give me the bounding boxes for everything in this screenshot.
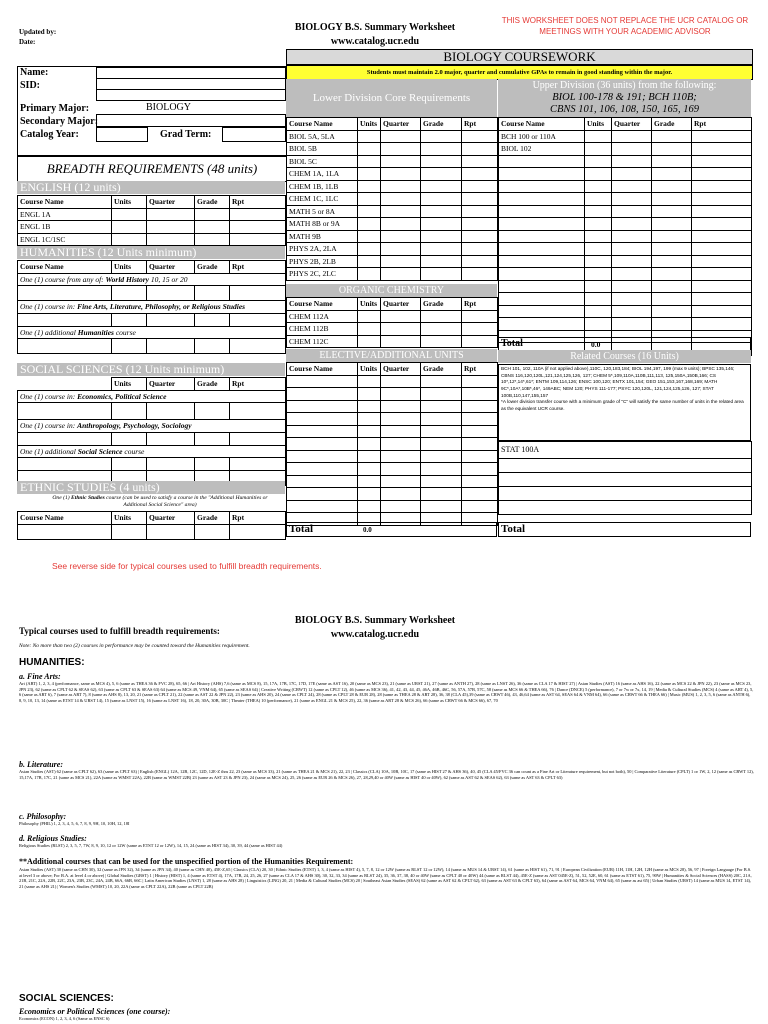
advisor-warning: THIS WORKSHEET DOES NOT REPLACE THE UCR CATALOG OR MEETINGS WITH YOUR ACADEMIC ADVISOR: [501, 16, 749, 36]
course-cell: MATH 5 or 8A: [287, 205, 358, 218]
ld-total-value: 0.0: [363, 526, 372, 534]
col-quarter: Quarter: [147, 378, 195, 391]
humanities-word: Humanities: [77, 327, 114, 337]
organic-header-row: [287, 298, 498, 311]
col-course-name: Course Name: [18, 261, 112, 274]
related-footnote: *A lower division transfer course with a minimum grade of "C" will satisfy the same number of units in the related area as the equivalent UCR course.: [501, 399, 744, 412]
catalog-url[interactable]: www.catalog.ucr.edu: [330, 36, 420, 47]
table-row[interactable]: [499, 280, 752, 293]
page2-url[interactable]: www.catalog.ucr.edu: [330, 629, 420, 640]
table-row[interactable]: [499, 205, 752, 218]
col-quarter: Quarter: [147, 196, 195, 209]
course-cell: ENGL 1C/1SC: [18, 233, 112, 246]
econ-text: Economics (ECON) 1, 2, 3, 4, 6 (Same as ENSC 6): [19, 1016, 110, 1021]
course-cell: CHEM 1A, 1LA: [287, 168, 358, 181]
table-row[interactable]: [499, 218, 752, 231]
col-rpt: Rpt: [230, 378, 286, 391]
col-course-name: Course Name: [287, 118, 358, 131]
related-courses-text: [498, 364, 751, 441]
course-cell: BIOL 5A, 5LA: [287, 130, 358, 143]
col-grade: Grade: [195, 261, 230, 274]
ethnic-note: [40, 495, 280, 509]
lower-division-table: [286, 117, 498, 281]
course-word: course: [124, 446, 145, 456]
anth-list: Anthropology, Psychology, Sociology: [77, 421, 192, 430]
col-quarter: Quarter: [381, 363, 421, 376]
course-cell: BIOL 5B: [287, 143, 358, 156]
ethnic-table: [17, 511, 286, 540]
ud-line-2: BIOL 100-178 & 191; BCH 110B;: [552, 92, 697, 103]
ld-total-label: Total: [289, 523, 314, 535]
col-grade: Grade: [421, 118, 462, 131]
humanities-band: HUMANITIES (12 Units minimum): [17, 246, 285, 259]
sid-field[interactable]: [96, 89, 286, 101]
col-units: Units: [358, 298, 381, 311]
table-row[interactable]: [499, 155, 752, 168]
table-row[interactable]: [287, 463, 498, 476]
worksheet-title: BIOLOGY B.S. Summary Worksheet: [294, 22, 456, 33]
fine-arts-list: Fine Arts, Literature, Philosophy, or Religious Studies: [77, 302, 246, 311]
course-cell: CHEM 112C: [287, 335, 358, 348]
col-rpt: Rpt: [462, 363, 498, 376]
additional-heading: **Additional courses that can be used for the unspecified portion of the Humanities Requirement:: [19, 857, 354, 866]
elective-table: [286, 362, 498, 526]
table-row[interactable]: [18, 339, 286, 354]
col-rpt: Rpt: [692, 118, 752, 131]
col-units: Units: [585, 118, 612, 131]
ethnic-note-a: One (1): [52, 495, 70, 501]
organic-chemistry-band: ORGANIC CHEMISTRY: [286, 284, 497, 297]
ud-line-3: CBNS 101, 106, 108, 150, 165, 169: [549, 104, 700, 115]
col-grade: Grade: [421, 363, 462, 376]
one-from-any: One (1) course from any of:: [20, 274, 104, 284]
table-row[interactable]: [287, 193, 498, 206]
ld-header-row: [287, 118, 498, 131]
english-table: [17, 195, 286, 246]
grad-term-label: Grad Term:: [160, 129, 212, 140]
upper-division-table: [498, 117, 752, 356]
ethnic-note-b: course (can be used to satisfy a course in the "Additional Humanities or Additional Social Science" area): [106, 495, 268, 508]
humanities-heading: HUMANITIES:: [19, 657, 85, 668]
page2-note: Note: No more than two (2) courses in performance may be counted toward the Humanities requirement.: [19, 643, 250, 649]
table-row[interactable]: [499, 180, 752, 193]
secondary-major-label: Secondary Major:: [20, 116, 99, 127]
additional-humanities-row: [18, 326, 286, 339]
col-grade: Grade: [652, 118, 692, 131]
table-row[interactable]: [499, 268, 752, 281]
elective-header-row: [287, 363, 498, 376]
course-word: course: [115, 327, 136, 337]
table-row[interactable]: [287, 335, 498, 348]
one-additional: One (1) additional: [20, 327, 76, 337]
table-row[interactable]: [287, 400, 498, 413]
col-course-name: Course Name: [18, 512, 112, 525]
table-row[interactable]: [287, 475, 498, 488]
additional-text: Asian Studies (AST) 30 (same as CHN 30), 32 (same as JPN 32), 34 (same as JPN 34), 40 (same as CHN 40), 45E-Z,65 | Classics (CLA) 20, 30 | Ethnic Studies (ETST) 1, 3, 4 (same as HIST 4), 5, 7, 8, 12 or 12W (same as RLST 12 or 12W), 14 (same as MUS 14 & URST 14), 61 (same as HIST 61), 71, 91 | European Civilization (EUR) 11H, 11H, 12H, 12H (same as MCS 28), 56, 97 | Foreign Language (For B.S. at level 3 or above; For B.A. at level 4 or above) | Global Studies (GBST) 1 | History (HIST) 1, 4 (same as ETST 4), 17A, 17B, 24, 25, 26, 27 (same as CLA 17 & AHS 30), 30, 32, 33, 34 (same as RLST 24), 35, 36, 37, 38, 40 or 40W (same as CPLT 40 or 40W) 44 (same as RLST 44), 45E-Z (same as AST 045E-Z), 51, 52, 52E, 60, 61 (same as ETST 61), 75, 90W | Humanities & Social Sciences (HASS) 20C, 21A, 21B, 21C, 22A, 22B, 22C, 23A, 23B, 23C, 24A, 24B, 66A, 66B, 66C | Latin American Studies (LNST) 1, 28 (same as AHS 28) | Linguistics (LING) 20, 21 | Media & Cultural Studies (MCS) 20 | Southeast Asian Studies (SEAS) 62 (same as AST 62 & CPLT 62), 63 (same as AST 63 & CPLT 63), 64 (same as AST 64, MCS 64, VNM 64), 65 (same as ast 65) | Urban Studies (URST) 14 (same as MUS 14, ETST 14), 21 (same as AHS 21) | Women's Studies (WMST) 10, 20, 22A (same as CPLT 22A), 22B (same as CPLT 22B): [19, 867, 752, 889]
related-total-label: Total: [501, 523, 526, 535]
table-row[interactable]: [287, 388, 498, 401]
course-cell: ENGL 1B: [18, 221, 112, 234]
additional-ss-row: [18, 445, 286, 458]
page2-title: BIOLOGY B.S. Summary Worksheet: [294, 615, 456, 626]
social-header-row: [18, 378, 286, 391]
table-row[interactable]: [287, 255, 498, 268]
humanities-table: [17, 260, 286, 354]
ld-total-row: [286, 522, 497, 537]
col-grade: Grade: [195, 512, 230, 525]
anth-note-row: [18, 420, 286, 433]
one-in: One (1) course in:: [20, 421, 76, 430]
col-units: Units: [358, 118, 381, 131]
col-quarter: Quarter: [612, 118, 652, 131]
table-row[interactable]: [287, 155, 498, 168]
table-row[interactable]: [499, 255, 752, 268]
col-rpt: Rpt: [462, 118, 498, 131]
related-table: [498, 441, 752, 515]
table-row[interactable]: [499, 143, 752, 156]
related-total-row: [498, 522, 751, 537]
table-row[interactable]: [18, 313, 286, 326]
primary-major-value: BIOLOGY: [146, 102, 191, 113]
table-row[interactable]: [499, 318, 752, 331]
table-row[interactable]: [287, 488, 498, 501]
econ-list: Economics, Political Science: [77, 391, 167, 401]
ethnic-word: Ethnic Studies: [71, 495, 105, 501]
col-quarter: Quarter: [147, 261, 195, 274]
organic-table: [286, 297, 498, 348]
table-row[interactable]: [18, 524, 286, 539]
course-cell: PHYS 2A, 2LA: [287, 243, 358, 256]
course-cell: MATH 8B or 9A: [287, 218, 358, 231]
col-rpt: Rpt: [462, 298, 498, 311]
table-row[interactable]: [18, 208, 286, 221]
col-units: Units: [358, 363, 381, 376]
table-row[interactable]: [287, 425, 498, 438]
social-sciences-heading: SOCIAL SCIENCES:: [19, 993, 114, 1004]
ethnic-studies-band: ETHNIC STUDIES (4 units): [17, 481, 285, 494]
col-grade: Grade: [421, 298, 462, 311]
fine-arts-heading: a. Fine Arts:: [19, 672, 61, 681]
fine-arts-note-row: [18, 301, 286, 314]
table-row[interactable]: [287, 268, 498, 281]
table-row[interactable]: [499, 168, 752, 181]
table-row[interactable]: [499, 193, 752, 206]
lower-division-band: Lower Division Core Requirements: [286, 79, 497, 117]
catalog-year-label: Catalog Year:: [20, 129, 79, 140]
upper-division-band: [498, 79, 751, 117]
col-course-name: Course Name: [287, 363, 358, 376]
course-cell: CHEM 1B, 1LB: [287, 180, 358, 193]
col-course-name: Course Name: [18, 196, 112, 209]
one-additional: One (1) additional: [20, 446, 76, 456]
table-row[interactable]: [287, 218, 498, 231]
ud-header-row: [499, 118, 752, 131]
col-quarter: Quarter: [381, 118, 421, 131]
ud-total-label: Total: [501, 338, 523, 349]
english-band: ENGLISH (12 units): [17, 181, 285, 194]
course-cell: CHEM 1C, 1LC: [287, 193, 358, 206]
table-row[interactable]: [287, 438, 498, 451]
ss-word: Social Science: [77, 446, 123, 456]
table-row[interactable]: [287, 323, 498, 336]
ud-total-value: 0.0: [591, 340, 601, 349]
sid-label: SID:: [20, 80, 41, 91]
course-cell: CHEM 112A: [287, 310, 358, 323]
table-row[interactable]: [499, 501, 752, 515]
col-course-name: Course Name: [287, 298, 358, 311]
table-row[interactable]: [287, 500, 498, 513]
world-history-note-row: [18, 273, 286, 286]
related-list: BCH 101, 102, 110A (if not applied above),110C, 120,183,184; BIOL 194,197, 199 (max 9 units); BPSC 135,146; CBNS 116,120,120L,121,124,125,126, 127; CHEM 5*,109,110A,110B,111,113, 125,150A,150B,166; CS 10*,12*,14*,61*; ENTM 109,114,126; ENSC 100,120; ENTX 101,154; GEO 151,153,167,168,169; MATH 9C*,10A*,10B*,46*, 149ABC; NEM 120; PHYS 111-177; PSYC 120,120L, 121,124,125,126, 127; STAT 100B,110,147,155,157: [501, 366, 735, 398]
name-label: Name:: [20, 67, 49, 78]
table-row[interactable]: [287, 375, 498, 388]
world-history: World History: [105, 274, 149, 284]
social-sciences-table: [17, 377, 286, 486]
fine-arts-text: Art (ART) 1, 2, 3, 4 (performance, same as MCS 4), 5, 6 (same as THEA 36 & FVC 28), 65, 66 | Art History (AHS) 7,6 (same as MCS 8), 15, 17A, 17B, 17C, 17D, 17E (same as AST 16), 20 (same as MCS 23), 21 (same as URST 21), 27 (same as ANTH 27), 28 (same as LNST 26), 36 (same as CLA 17 & HIST 27) | Asian Studies (AST) 16 (same as AHS 16), 22 (same as MCS 22 & JPN 22), 23 (same as MCS 23, JPN 23), 62 (same as CPLT 62 & SEAS 62), 63 (same as CPLT 63 & SEAS 63) 64 (same as MCS 49, VNM 64), 65 (same as SEAS 64) | Creative Writing (CRWT) 12 (same as CPLT 12), 46 (same as MCS 36), 41, 42, 43, 44, 45, 46A, 46B, 46C, 56, 57A, 57B, 57C, 58 (same as MCS 66 & THEA 66), 76 | Dance (DNCE) 5 (performance), 7 or 7w or 7x, 14, 19 | Media & Cultural Studies (MCS) 4 (same as ART 4), 5, 6 (same as ART 6), 7 (same as ART 7), 8 (same as AHS 8), 13, 20, 21 (same as CPLT 21), 22 (same as AST 22 & JPN 22), 23 (same as AHS 20), 24 (same as CPLT 24), 28 (same as CPLT 28 & EUR 28), 28 (same as THEA 28 & ART 28), 36, 38 (CLA 45),39 (same as CRWT 46), 43, 46,64 (same as AST 64, SEAS 64 & VNM 64), 66 (same as CRWT 66 & THEA 66) | Music (MUS) 1, 2, 3, 5, 6 (same as ANTH 6), 8, 9, 10, 13, 14 (same as ETST 14 & URST 14), 15 (same as LNST 15), 16 (same as LNST 16), 18, 20, 30A, 30B, 30C | Theater (THEA) 10 (performance), 21 (same as ENGL 21 & MCS 25), 22, 36 (same as ART 28 & MCS 26), 66 (same as CRWT 66 & MCS 66), 67, 70: [19, 681, 754, 703]
breadth-title: BREADTH REQUIREMENTS (48 units): [17, 156, 287, 182]
table-row[interactable]: [287, 205, 498, 218]
philosophy-text: Philosophy (PHIL) 1, 2, 3, 4, 5, 6, 7, 8, 9, 9H, 10, 10H, 12, 18I: [19, 821, 130, 826]
secondary-major-field[interactable]: [96, 114, 286, 127]
table-row[interactable]: [287, 230, 498, 243]
table-row[interactable]: [287, 243, 498, 256]
english-header-row: [18, 196, 286, 209]
date-label: Date:: [19, 38, 36, 46]
ethnic-header-row: [18, 512, 286, 525]
col-units: Units: [112, 512, 147, 525]
table-row[interactable]: [287, 310, 498, 323]
table-row[interactable]: [499, 487, 752, 501]
primary-major-label: Primary Major:: [20, 103, 90, 114]
col-units: Units: [112, 196, 147, 209]
table-row[interactable]: [287, 450, 498, 463]
table-row[interactable]: [499, 130, 752, 143]
reverse-side-note: See reverse side for typical courses used to fulfill breadth requirements.: [52, 561, 322, 571]
wh-numbers: 10, 15 or 20: [150, 274, 188, 284]
table-row[interactable]: [499, 293, 752, 306]
religious-heading: d. Religious Studies:: [19, 834, 87, 843]
table-row[interactable]: [287, 180, 498, 193]
one-in: One (1) course in:: [20, 391, 76, 401]
table-row[interactable]: [499, 459, 752, 473]
col-grade: Grade: [195, 378, 230, 391]
catalog-year-field[interactable]: [96, 127, 148, 142]
col-rpt: Rpt: [230, 512, 286, 525]
col-grade: Grade: [195, 196, 230, 209]
econ-heading: Economics or Political Sciences (one course):: [19, 1007, 171, 1016]
course-cell: CHEM 112B: [287, 323, 358, 336]
table-row[interactable]: [18, 286, 286, 301]
table-row[interactable]: [287, 143, 498, 156]
literature-heading: b. Literature:: [19, 760, 63, 769]
col-rpt: Rpt: [230, 196, 286, 209]
table-row[interactable]: [18, 432, 286, 445]
table-row[interactable]: [499, 473, 752, 487]
one-in: One (1) course in:: [20, 302, 76, 311]
table-row[interactable]: [287, 130, 498, 143]
related-courses-band: Related Courses (16 Units): [498, 350, 751, 363]
econ-note-row: [18, 390, 286, 403]
page2-heading: Typical courses used to fulfill breadth requirements:: [19, 626, 220, 636]
philosophy-heading: c. Philosophy:: [19, 812, 67, 821]
ud-total-row: [498, 337, 751, 351]
col-units: Units: [112, 261, 147, 274]
course-cell: BIOL 102: [499, 143, 585, 156]
table-row[interactable]: [499, 230, 752, 243]
literature-text: Asian Studies (AST) 62 (same as CPLT 62), 63 (same as CPLT 63) | English (ENGL) 12A, 12B, 12C, 12D, 12E-Z thru 22, 23 (same as MCS 33), 21 (same as THEA 21 & MCS 21), 22, 23 | Classics (CLA) 10A, 10B, 10C, 17 (same as HIST 27 & AHS 36), 40, 45 (CLA 45/FVC 36 can count as a Fine Art or Literature requirement, but not both), 50 | Comparative Literature (CPLT) 1 or 1W, 2, 12 (same as CRWT 12), 15,17A, 17B, 17C, 21 (same as MCS 21), 22A (same as WMST 22A), 22B (same as WMST 22B) 23 (same as AST 23 & JPN 23), 24 (same as MCS 24), 25, 26 (same as EUR 26 & MCS 26), 27, 28,29,40 or 40W (same as HIST 40 or 40W), 62 (same as AST 62 & SEAS 62), 63 (same as AST 63 & CPLT 63): [19, 769, 754, 780]
blank-header: [18, 378, 112, 391]
course-cell: STAT 100A: [499, 442, 752, 459]
table-row[interactable]: [287, 413, 498, 426]
course-cell: PHYS 2B, 2LB: [287, 255, 358, 268]
coursework-title: BIOLOGY COURSEWORK: [286, 49, 753, 65]
updated-by-label: Updated by:: [19, 28, 57, 36]
table-row[interactable]: [18, 221, 286, 234]
table-row[interactable]: [499, 305, 752, 318]
course-cell: PHYS 2C, 2LC: [287, 268, 358, 281]
ud-line-1: Upper Division (36 units) from the following:: [532, 80, 717, 91]
col-course-name: Course Name: [499, 118, 585, 131]
religious-text: Religious Studies (RLST) 2, 3, 5, 7, 7W, 8, 9, 10, 12 or 12W (same as ETST 12 or 12W), 14, 15, 24 (same as HIST 34), 30, 39, 44 (same as HIST 44): [19, 843, 283, 848]
table-row[interactable]: [18, 458, 286, 471]
table-row[interactable]: [499, 442, 752, 459]
course-cell: ENGL 1A: [18, 208, 112, 221]
grad-term-field[interactable]: [222, 127, 286, 142]
table-row[interactable]: [499, 243, 752, 256]
col-units: Units: [112, 378, 147, 391]
course-cell: BCH 100 or 110A: [499, 130, 585, 143]
table-row[interactable]: [287, 168, 498, 181]
col-quarter: Quarter: [147, 512, 195, 525]
col-quarter: Quarter: [381, 298, 421, 311]
col-rpt: Rpt: [230, 261, 286, 274]
course-cell: MATH 9B: [287, 230, 358, 243]
gpa-note: Students must maintain 2.0 major, quarter and cumulative GPAs to remain in good standing within the major.: [286, 65, 753, 80]
humanities-header-row: [18, 261, 286, 274]
elective-band: ELECTIVE/ADDITIONAL UNITS: [286, 349, 497, 362]
course-cell: BIOL 5C: [287, 155, 358, 168]
social-sciences-band: SOCIAL SCIENCES (12 Units minimum): [17, 363, 285, 376]
table-row[interactable]: [18, 403, 286, 420]
table-row[interactable]: [18, 233, 286, 246]
